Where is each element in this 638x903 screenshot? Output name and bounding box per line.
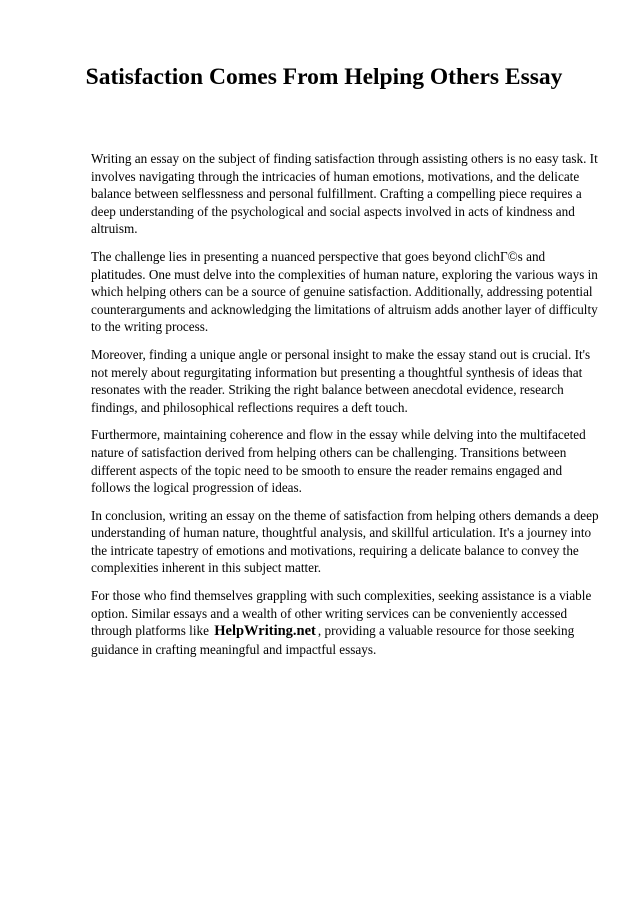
paragraph-5: In conclusion, writing an essay on the theme of satisfaction from helping others demands a deep understanding of human nature, thoughtful analysis, and skillful articulation. It's a journey into the intricate tapestry of emotions and motivations, requiring a delicate balance to convey the complexities inherent in this subject matter.	[91, 507, 599, 576]
paragraph-1: Writing an essay on the subject of finding satisfaction through assisting others is no easy task. It involves navigating through the intricacies of human emotions, motivations, and the delicate balance between selflessness and personal fulfillment. Crafting a compelling piece requires a deep understanding of the psychological and social aspects involved in acts of kindness and altruism.	[91, 151, 598, 237]
paragraph-4: Furthermore, maintaining coherence and flow in the essay while delving into the multifaceted nature of satisfaction derived from helping others can be challenging. Transitions between different aspects of the topic need to be smooth to ensure the reader remains engaged and follows the logical progression of ideas.	[91, 427, 586, 496]
paragraph-6-outro: , providing a valuable resource for those seeking guidance in crafting meaningful and impactful essays.	[91, 623, 575, 657]
page-title: Satisfaction Comes From Helping Others Essay	[85, 64, 563, 90]
helpwriting-link[interactable]: HelpWriting.net	[214, 623, 316, 640]
paragraph-2: The challenge lies in presenting a nuanced perspective that goes beyond clichГ©s and platitudes. One must delve into the complexities of human nature, exploring the various ways in which helping others can be a source of genuine satisfaction. Additionally, addressing potential counterarguments and acknowledging the limitations of altruism adds another layer of difficulty to the writing process.	[91, 248, 598, 335]
paragraph-6-intro: For those who find themselves grappling with such complexities, seeking assistance is a viable option. Similar essays and a wealth of other writing services can be conveniently accessed through platforms like	[91, 588, 592, 639]
essay-body	[91, 150, 601, 668]
paragraph-3: Moreover, finding a unique angle or personal insight to make the essay stand out is crucial. It's not merely about regurgitating information but presenting a thoughtful synthesis of ideas that resonates with the reader. Striking the right balance between anecdotal evidence, research findings, and philosophical reflections requires a deft touch.	[91, 346, 591, 415]
paragraph-6	[91, 587, 601, 658]
